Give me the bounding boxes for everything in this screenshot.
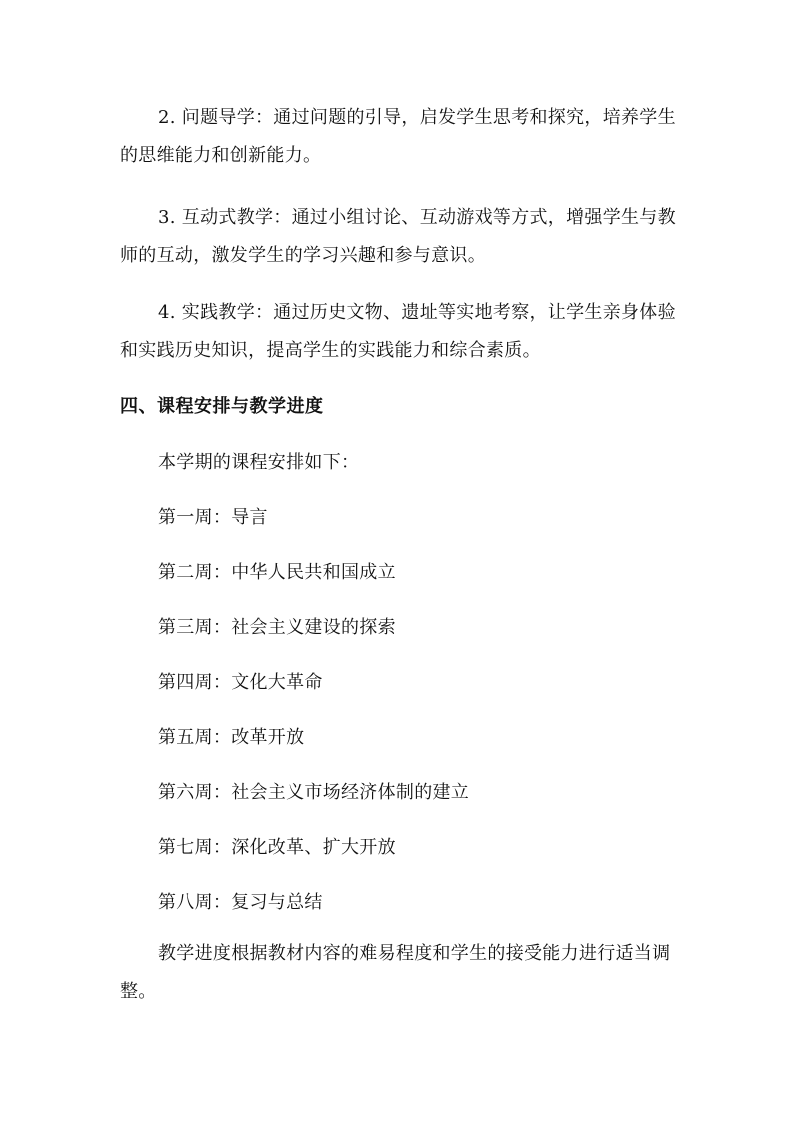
schedule-closing: 教学进度根据教材内容的难易程度和学生的接受能力进行适当调整。	[120, 943, 671, 1002]
week-item: 第六周：社会主义市场经济体制的建立	[158, 782, 470, 803]
method-paragraph-4: 4. 实践教学：通过历史文物、遗址等实地考察，让学生亲身体验和实践历史知识，提高学生的实践能力和综合素质。	[120, 302, 676, 361]
week-item: 第七周：深化改革、扩大开放	[158, 837, 396, 858]
week-item: 第四周：文化大革命	[158, 672, 323, 693]
week-item: 第八周：复习与总结	[158, 892, 323, 913]
method-paragraph-2: 2. 问题导学：通过问题的引导，启发学生思考和探究，培养学生的思维能力和创新能力。	[120, 107, 676, 166]
method-paragraph-3: 3. 互动式教学：通过小组讨论、互动游戏等方式，增强学生与教师的互动，激发学生的学习兴趣和参与意识。	[120, 207, 676, 266]
week-item: 第二周：中华人民共和国成立	[158, 562, 396, 583]
week-item: 第五周：改革开放	[158, 727, 305, 748]
schedule-intro: 本学期的课程安排如下：	[158, 452, 360, 473]
week-item: 第一周：导言	[158, 507, 268, 528]
section-heading: 四、课程安排与教学进度	[120, 396, 324, 417]
week-item: 第三周：社会主义建设的探索	[158, 617, 396, 638]
